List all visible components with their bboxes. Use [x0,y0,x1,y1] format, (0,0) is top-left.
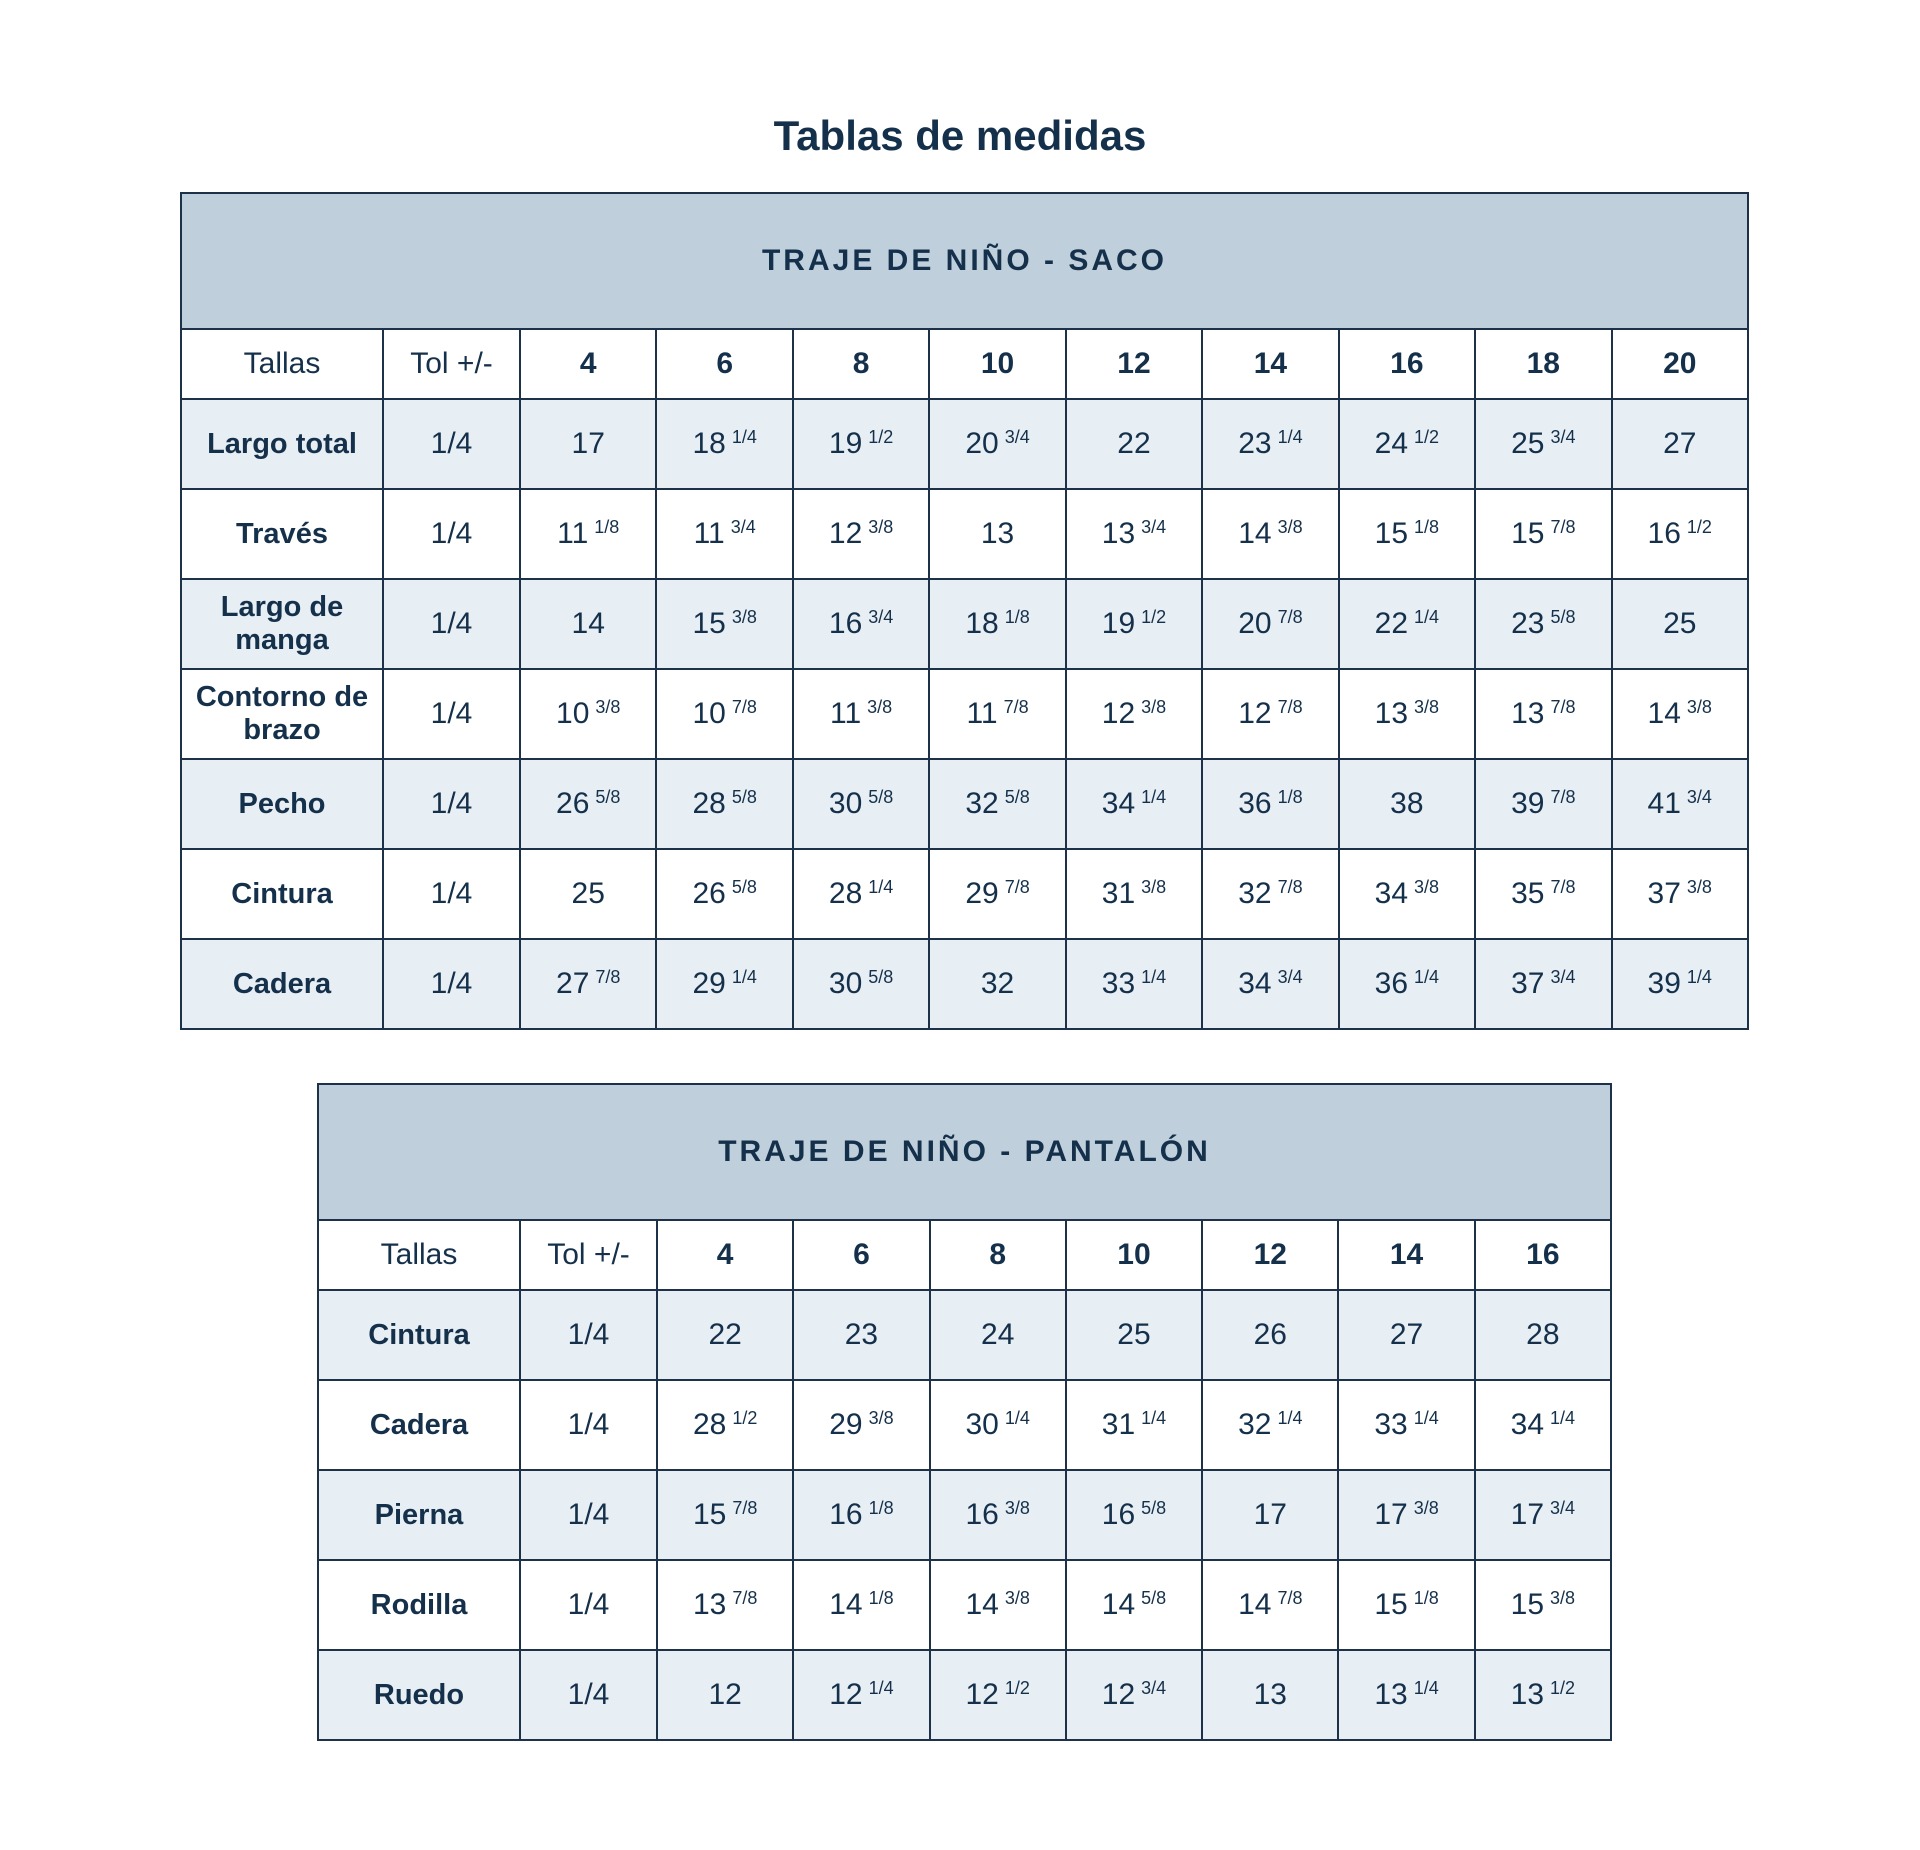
measurement-cell: 14 $^{3/8}$ [930,1560,1066,1650]
size-header: 6 [656,329,792,399]
measurement-cell: 16 $^{1/8}$ [793,1470,929,1560]
measurement-cell: 16 $^{3/8}$ [930,1470,1066,1560]
measurement-cell: 12 $^{1/4}$ [793,1650,929,1740]
measurement-cell: 15 $^{1/8}$ [1339,489,1475,579]
measurement-cell: 15 $^{7/8}$ [1475,489,1611,579]
measurement-cell: 32 $^{1/4}$ [1202,1380,1338,1470]
measurement-cell: 26 [1202,1290,1338,1380]
measurement-cell: 10 $^{3/8}$ [520,669,656,759]
size-header: 4 [657,1220,793,1290]
measurement-cell: 16 $^{3/4}$ [793,579,929,669]
measurement-cell: 28 $^{1/2}$ [657,1380,793,1470]
tolerance-cell: 1/4 [520,1560,657,1650]
measurement-cell: 29 $^{7/8}$ [929,849,1065,939]
measurement-cell: 23 $^{5/8}$ [1475,579,1611,669]
table-row [318,1650,1611,1740]
tolerance-header: Tol +/- [520,1220,657,1290]
measurement-cell: 19 $^{1/2}$ [1066,579,1202,669]
measurement-cell: 27 [1338,1290,1474,1380]
tolerance-cell: 1/4 [383,939,520,1029]
measurement-cell: 41 $^{3/4}$ [1612,759,1749,849]
measurement-cell: 39 $^{1/4}$ [1612,939,1749,1029]
measurement-cell: 10 $^{7/8}$ [656,669,792,759]
size-header: 10 [1066,1220,1202,1290]
measurement-cell: 22 [1066,399,1202,489]
measurement-cell: 12 $^{1/2}$ [930,1650,1066,1740]
table-row [318,1560,1611,1650]
header-row [181,329,1748,399]
measurement-cell: 15 $^{1/8}$ [1338,1560,1474,1650]
measurement-cell: 20 $^{3/4}$ [929,399,1065,489]
measurement-cell: 32 [929,939,1065,1029]
measurement-cell: 31 $^{1/4}$ [1066,1380,1202,1470]
row-label: Contorno de brazo [181,669,383,759]
measurement-cell: 34 $^{3/8}$ [1339,849,1475,939]
measurement-cell: 29 $^{3/8}$ [793,1380,929,1470]
row-label: Rodilla [318,1560,520,1650]
pantalon-size-table [317,1083,1612,1741]
measurement-cell: 22 $^{1/4}$ [1339,579,1475,669]
table-row [318,1470,1611,1560]
table-row [181,669,1748,759]
size-header: 8 [793,329,929,399]
tolerance-cell: 1/4 [383,489,520,579]
measurement-cell: 20 $^{7/8}$ [1202,579,1338,669]
table-row [318,1290,1611,1380]
tallas-header: Tallas [318,1220,520,1290]
measurement-cell: 12 $^{3/4}$ [1066,1650,1202,1740]
size-header: 18 [1475,329,1611,399]
measurement-cell: 15 $^{3/8}$ [1475,1560,1611,1650]
row-label: Ruedo [318,1650,520,1740]
measurement-cell: 33 $^{1/4}$ [1338,1380,1474,1470]
measurement-cell: 12 $^{7/8}$ [1202,669,1338,759]
measurement-cell: 34 $^{3/4}$ [1202,939,1338,1029]
measurement-cell: 12 [657,1650,793,1740]
measurement-cell: 14 $^{7/8}$ [1202,1560,1338,1650]
measurement-cell: 28 [1475,1290,1611,1380]
saco-size-table [180,192,1749,1030]
size-header: 14 [1338,1220,1474,1290]
tolerance-cell: 1/4 [383,669,520,759]
measurement-cell: 34 $^{1/4}$ [1475,1380,1611,1470]
measurement-cell: 23 $^{1/4}$ [1202,399,1338,489]
measurement-cell: 24 $^{1/2}$ [1339,399,1475,489]
measurement-cell: 39 $^{7/8}$ [1475,759,1611,849]
row-label: Largo de manga [181,579,383,669]
measurement-cell: 15 $^{7/8}$ [657,1470,793,1560]
measurement-cell: 22 [657,1290,793,1380]
size-header: 20 [1612,329,1749,399]
measurement-cell: 25 [1612,579,1749,669]
measurement-cell: 27 [1612,399,1749,489]
measurement-cell: 31 $^{3/8}$ [1066,849,1202,939]
size-header: 12 [1066,329,1202,399]
tolerance-cell: 1/4 [520,1380,657,1470]
measurement-cell: 26 $^{5/8}$ [656,849,792,939]
measurement-cell: 25 [1066,1290,1202,1380]
measurement-cell: 17 [1202,1470,1338,1560]
table-row [181,939,1748,1029]
row-label: Cadera [318,1380,520,1470]
measurement-cell: 13 [1202,1650,1338,1740]
measurement-cell: 33 $^{1/4}$ [1066,939,1202,1029]
table-row [181,849,1748,939]
measurement-cell: 29 $^{1/4}$ [656,939,792,1029]
header-row [318,1220,1611,1290]
table-row [181,489,1748,579]
measurement-cell: 11 $^{3/8}$ [793,669,929,759]
measurement-cell: 14 $^{5/8}$ [1066,1560,1202,1650]
row-label: Través [181,489,383,579]
size-header: 4 [520,329,656,399]
measurement-cell: 30 $^{5/8}$ [793,939,929,1029]
size-header: 6 [793,1220,929,1290]
tolerance-cell: 1/4 [383,849,520,939]
measurement-cell: 13 [929,489,1065,579]
row-label: Cadera [181,939,383,1029]
measurement-cell: 13 $^{1/4}$ [1338,1650,1474,1740]
measurement-cell: 25 [520,849,656,939]
measurement-cell: 27 $^{7/8}$ [520,939,656,1029]
measurement-cell: 36 $^{1/4}$ [1339,939,1475,1029]
measurement-cell: 13 $^{7/8}$ [657,1560,793,1650]
table-row [181,579,1748,669]
table-row [181,399,1748,489]
measurement-cell: 37 $^{3/4}$ [1475,939,1611,1029]
row-label: Cintura [181,849,383,939]
measurement-cell: 28 $^{1/4}$ [793,849,929,939]
measurement-cell: 17 $^{3/8}$ [1338,1470,1474,1560]
measurement-cell: 11 $^{3/4}$ [656,489,792,579]
measurement-cell: 16 $^{5/8}$ [1066,1470,1202,1560]
size-header: 8 [930,1220,1066,1290]
tolerance-cell: 1/4 [383,399,520,489]
size-header: 16 [1339,329,1475,399]
measurement-cell: 23 [793,1290,929,1380]
measurement-cell: 17 $^{3/4}$ [1475,1470,1611,1560]
tolerance-cell: 1/4 [383,759,520,849]
measurement-cell: 36 $^{1/8}$ [1202,759,1338,849]
size-header: 10 [929,329,1065,399]
measurement-cell: 28 $^{5/8}$ [656,759,792,849]
tolerance-cell: 1/4 [383,579,520,669]
size-header: 16 [1475,1220,1611,1290]
size-header: 12 [1202,1220,1338,1290]
measurement-cell: 38 [1339,759,1475,849]
tallas-header: Tallas [181,329,383,399]
tolerance-cell: 1/4 [520,1290,657,1380]
measurement-cell: 34 $^{1/4}$ [1066,759,1202,849]
size-header: 14 [1202,329,1338,399]
measurement-cell: 35 $^{7/8}$ [1475,849,1611,939]
measurement-cell: 30 $^{5/8}$ [793,759,929,849]
row-label: Pecho [181,759,383,849]
measurement-cell: 14 $^{1/8}$ [793,1560,929,1650]
table-row [318,1380,1611,1470]
measurement-cell: 13 $^{7/8}$ [1475,669,1611,759]
measurement-cell: 24 [930,1290,1066,1380]
row-label: Pierna [318,1470,520,1560]
tolerance-cell: 1/4 [520,1470,657,1560]
tolerance-cell: 1/4 [520,1650,657,1740]
measurement-cell: 11 $^{1/8}$ [520,489,656,579]
measurement-cell: 30 $^{1/4}$ [930,1380,1066,1470]
measurement-cell: 11 $^{7/8}$ [929,669,1065,759]
measurement-cell: 13 $^{3/8}$ [1339,669,1475,759]
measurement-cell: 14 $^{3/8}$ [1202,489,1338,579]
measurement-cell: 13 $^{3/4}$ [1066,489,1202,579]
measurement-cell: 32 $^{5/8}$ [929,759,1065,849]
row-label: Largo total [181,399,383,489]
measurement-cell: 12 $^{3/8}$ [793,489,929,579]
measurement-cell: 19 $^{1/2}$ [793,399,929,489]
table-title: TRAJE DE NIÑO - SACO [181,193,1748,329]
measurement-cell: 37 $^{3/8}$ [1612,849,1749,939]
measurement-cell: 18 $^{1/4}$ [656,399,792,489]
measurement-cell: 16 $^{1/2}$ [1612,489,1749,579]
row-label: Cintura [318,1290,520,1380]
measurement-cell: 17 [520,399,656,489]
page-title: Tablas de medidas [773,112,1147,159]
measurement-cell: 14 $^{3/8}$ [1612,669,1749,759]
measurement-cell: 15 $^{3/8}$ [656,579,792,669]
measurement-cell: 12 $^{3/8}$ [1066,669,1202,759]
table-row [181,759,1748,849]
measurement-cell: 13 $^{1/2}$ [1475,1650,1611,1740]
table-title: TRAJE DE NIÑO - PANTALÓN [318,1084,1611,1220]
measurement-cell: 18 $^{1/8}$ [929,579,1065,669]
measurement-cell: 25 $^{3/4}$ [1475,399,1611,489]
tolerance-header: Tol +/- [383,329,520,399]
measurement-cell: 26 $^{5/8}$ [520,759,656,849]
measurement-cell: 32 $^{7/8}$ [1202,849,1338,939]
measurement-cell: 14 [520,579,656,669]
